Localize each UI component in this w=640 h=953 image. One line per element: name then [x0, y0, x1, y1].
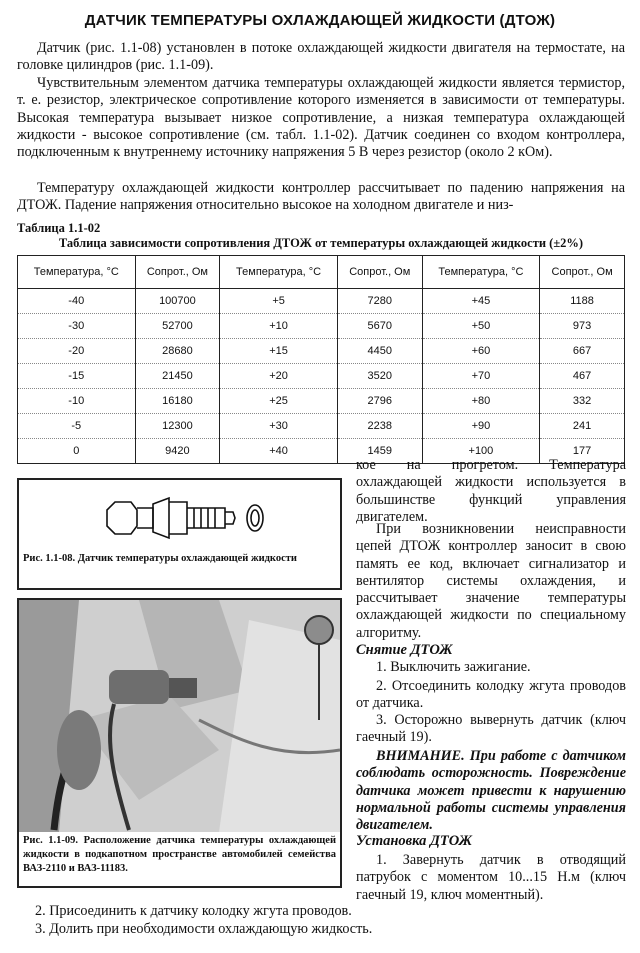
table-cell: +15: [220, 339, 338, 364]
table-cell: 973: [540, 314, 625, 339]
figure-1-caption: Рис. 1.1-08. Датчик температуры охлаждающей жидкости: [23, 553, 297, 564]
warning-note: ВНИМАНИЕ. При работе с датчиком соблюдать осторожность. Повреждение датчика может привести к нарушению нормальной работы системы управления двигателем.: [356, 748, 626, 834]
table-cell: 1459: [337, 439, 422, 464]
table-label: Таблица 1.1-02: [17, 221, 101, 235]
install-heading: Установка ДТОЖ: [356, 833, 473, 849]
table-cell: +100: [422, 439, 540, 464]
table-cell: +25: [220, 389, 338, 414]
table-row: [18, 339, 625, 364]
table-cell: -10: [18, 389, 136, 414]
removal-step-3: 3. Осторожно вывернуть датчик (ключ гаечный 19).: [356, 712, 626, 746]
table-cell: 28680: [135, 339, 220, 364]
table-cell: -5: [18, 414, 136, 439]
header-temp-2: Температура, °С: [220, 256, 338, 289]
table-cell: -20: [18, 339, 136, 364]
table-cell: 12300: [135, 414, 220, 439]
table-cell: 9420: [135, 439, 220, 464]
sensor-drawing: [19, 480, 340, 550]
table-cell: 2796: [337, 389, 422, 414]
table-cell: +60: [422, 339, 540, 364]
table-cell: +10: [220, 314, 338, 339]
table-cell: -15: [18, 364, 136, 389]
table-cell: 467: [540, 364, 625, 389]
install-step-3: 3. Долить при необходимости охлаждающую жидкость.: [35, 921, 373, 937]
table-cell: 667: [540, 339, 625, 364]
table-cell: +20: [220, 364, 338, 389]
table-cell: 332: [540, 389, 625, 414]
table-cell: +45: [422, 289, 540, 314]
table-cell: 3520: [337, 364, 422, 389]
header-temp-3: Температура, °С: [422, 256, 540, 289]
figure-sensor: [17, 478, 342, 590]
header-res-1: Сопрот., Ом: [135, 256, 220, 289]
resistance-table: [17, 255, 625, 464]
table-cell: 177: [540, 439, 625, 464]
table-cell: -40: [18, 289, 136, 314]
header-temp-1: Температура, °С: [18, 256, 136, 289]
table-cell: 241: [540, 414, 625, 439]
figure-2-caption: Рис. 1.1-09. Расположение датчика температуры охлаждающей жидкости в подкапотном пространстве автомобилей семейства ВАЗ-2110 и ВАЗ-11183.: [23, 835, 336, 874]
removal-heading: Снятие ДТОЖ: [356, 642, 453, 658]
table-cell: -30: [18, 314, 136, 339]
table-cell: 52700: [135, 314, 220, 339]
header-res-3: Сопрот., Ом: [540, 256, 625, 289]
table-row: [18, 414, 625, 439]
table-cell: +40: [220, 439, 338, 464]
page-title: ДАТЧИК ТЕМПЕРАТУРЫ ОХЛАЖДАЮЩЕЙ ЖИДКОСТИ (ДТОЖ): [84, 12, 556, 29]
table-row: [18, 389, 625, 414]
header-res-2: Сопрот., Ом: [337, 256, 422, 289]
table-cell: +90: [422, 414, 540, 439]
table-cell: +80: [422, 389, 540, 414]
engine-photo: [19, 600, 340, 832]
install-step-2: 2. Присоединить к датчику колодку жгута проводов.: [35, 903, 352, 919]
removal-step-1: 1. Выключить зажигание.: [376, 659, 531, 675]
right-paragraph-1: кое на прогретом. Температура охлаждающей жидкости используется в большинстве функций управления двигателем.: [356, 457, 626, 525]
figure-engine-location: [17, 598, 342, 888]
table-row: [18, 364, 625, 389]
table-cell: 16180: [135, 389, 220, 414]
table-cell: 2238: [337, 414, 422, 439]
paragraph-3: Температуру охлаждающей жидкости контроллер рассчитывает по падению напряжения на ДТОЖ. Падение напряжения относительно высокое на холодном двигателе и низ-: [17, 180, 625, 214]
table-caption: Таблица зависимости сопротивления ДТОЖ от температуры охлаждающей жидкости (±2%): [58, 236, 584, 250]
table-cell: 21450: [135, 364, 220, 389]
paragraph-1: Датчик (рис. 1.1-08) установлен в потоке охлаждающей жидкости двигателя на термостате, на головке цилиндров (рис. 1.1-09).: [17, 40, 625, 74]
install-step-1: 1. Завернуть датчик в отводящий патрубок с моментом 10...15 Н.м (ключ гаечный 19, ключ моментный).: [356, 852, 626, 903]
paragraph-2: Чувствительным элементом датчика температуры охлаждающей жидкости является термистор, т. е. резистор, электрическое сопротивление которого изменяется в зависимости от температуры. Высокая температура вызывает низкое сопротивление, а низкая температура охлаждающей жидкости - высокое сопротивление (см. табл. 1.1-02). Датчик соединен со входом контроллера, подключенным к внутреннему источнику напряжения 5 В через резистор (около 2 кОм).: [17, 75, 625, 161]
table-row: [18, 314, 625, 339]
table-cell: 0: [18, 439, 136, 464]
table-cell: 100700: [135, 289, 220, 314]
right-paragraph-2: При возникновении неисправности цепей ДТОЖ контроллер заносит в свою память ее код, включает сигнализатор и вентилятор системы охлаждения, и рассчитывает значение температуры охлаждающей жидкости по специальному алгоритму.: [356, 521, 626, 641]
table-cell: 1188: [540, 289, 625, 314]
table-cell: +5: [220, 289, 338, 314]
table-cell: +30: [220, 414, 338, 439]
table-cell: 7280: [337, 289, 422, 314]
table-cell: +70: [422, 364, 540, 389]
table-cell: 5670: [337, 314, 422, 339]
table-cell: +50: [422, 314, 540, 339]
removal-step-2: 2. Отсоединить колодку жгута проводов от датчика.: [356, 678, 626, 712]
table-row: [18, 289, 625, 314]
table-header-row: [18, 256, 625, 289]
table-cell: 4450: [337, 339, 422, 364]
